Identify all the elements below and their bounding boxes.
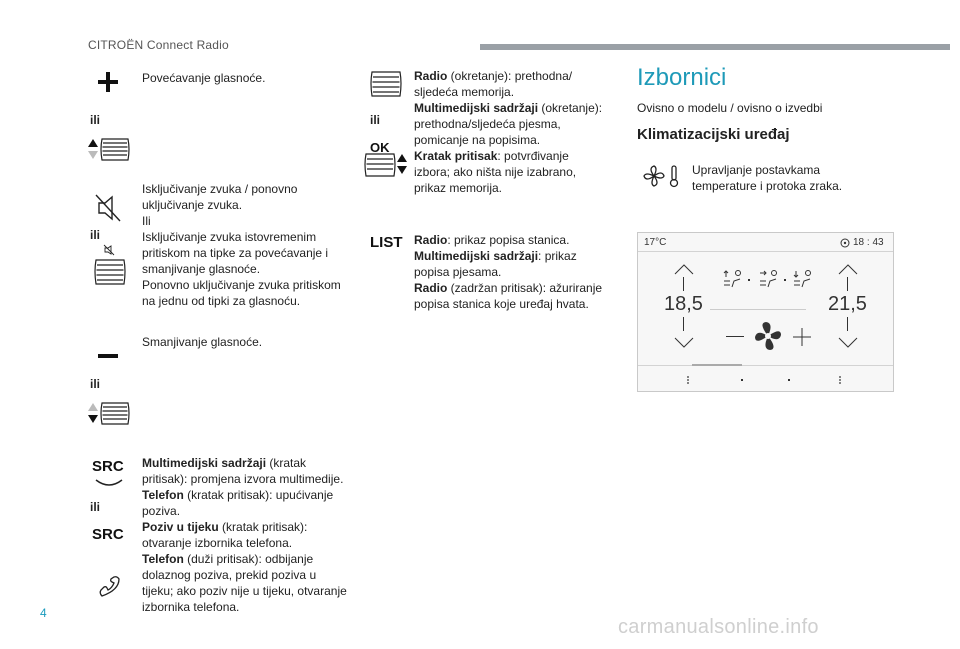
plus-icon [98,72,118,92]
watermark: carmanualsonline.info [618,616,819,638]
radio-text: Radio (okretanje): prethodna/ sljedeća memorija. Multimedijski sadržaji (okretanje): prethodna/sljedeća pjesma, pomicanje na popisima. Kratak pritisak: potvrđivanje izbora; ako ništa nije izabrano, prikaz memorija. [414,69,603,195]
outside-temp: 17°C [644,237,667,248]
ok-label: OK [370,140,390,155]
wheel-icon [92,258,126,286]
volume-down-text: Smanjivanje glasnoće. [142,335,263,349]
list-label: LIST [370,234,403,251]
left-temp-tick [683,317,684,331]
screen-divider [710,309,806,310]
air-feet-icon[interactable] [792,269,814,289]
menu-dots-icon[interactable] [686,375,690,385]
left-temp-tick [683,277,684,291]
src-label: SRC [92,458,124,475]
dot [788,379,790,381]
header-bar [480,44,950,50]
fan-decrease-button[interactable] [726,336,744,337]
wheel-down-icon [88,401,130,427]
dot [741,379,743,381]
header-title: CITROËN Connect Radio [88,38,229,52]
src-label: SRC [92,526,124,543]
wheel-icon [368,70,402,98]
or-label: ili [90,228,101,242]
list-text: Radio: prikaz popisa stanica. Multimedijski sadržaji: prikaz popisa pjesama. Radio (zadržan pritisak): ažuriranje popisa stanica koje uređaj hvata. [414,233,603,311]
climate-heading: Klimatizacijski uređaj [637,126,790,143]
left-temp-up-button[interactable] [674,263,694,275]
ok-wheel-icon [364,152,408,180]
or-label: ili [90,377,101,391]
clock-icon [840,238,850,248]
wheel-up-icon [88,137,130,163]
air-face-feet-icon[interactable] [758,269,780,289]
air-face-icon[interactable] [722,269,744,289]
right-temp-down-button[interactable] [838,337,858,349]
mute-icon [96,195,120,221]
or-label: ili [370,113,381,127]
left-temp: 18,5 [664,293,703,315]
menu-dots-icon[interactable] [838,375,842,385]
climate-desc: Upravljanje postavkama temperature i protoka zraka. [692,163,843,193]
src-wheel-icon [94,478,124,488]
section-title: Izbornici [637,64,727,91]
right-temp-tick [847,317,848,331]
mute-text: Isključivanje zvuka / ponovno uključivanje zvuka. Ili Isključivanje zvuka istovremenim pritiskom na tipke za povećavanje i smanjivanje glasnoće. Ponovno uključivanje zvuka pritiskom na jednu od tipki za glasnoću. [142,182,341,308]
climate-screen [637,232,894,392]
right-temp-up-button[interactable] [838,263,858,275]
right-temp: 21,5 [828,293,867,315]
src-text: Multimedijski sadržaji (kratak pritisak): promjena izvora multimedije. Telefon (kratak pritisak): upućivanje poziva. Poziv u tijeku (kratak pritisak): otvaranje izbornika telefona. Telefon (duži pritisak): odbijanje dolaznog poziva, prekid poziva u tijeku; ako poziv nije u tijeku, otvaranje izbornika telefona. [142,456,347,614]
mute-small-icon [104,245,114,255]
fan-icon [754,321,782,351]
right-temp-tick [847,277,848,291]
left-temp-down-button[interactable] [674,337,694,349]
phone-icon [98,576,120,598]
fan-increase-button[interactable] [792,327,812,347]
clock: 18 : 43 [853,237,884,248]
minus-icon [98,354,118,359]
or-label: ili [90,500,101,514]
screen-divider [638,365,893,366]
volume-up-text: Povećavanje glasnoće. [142,71,266,85]
screen-divider [638,251,893,252]
page-number: 4 [40,606,47,620]
dot [748,279,750,281]
section-subtitle: Ovisno o modelu / ovisno o izvedbi [637,101,823,115]
active-tab-indicator [692,364,742,366]
or-label: ili [90,113,101,127]
climate-icon [646,164,684,188]
dot [784,279,786,281]
